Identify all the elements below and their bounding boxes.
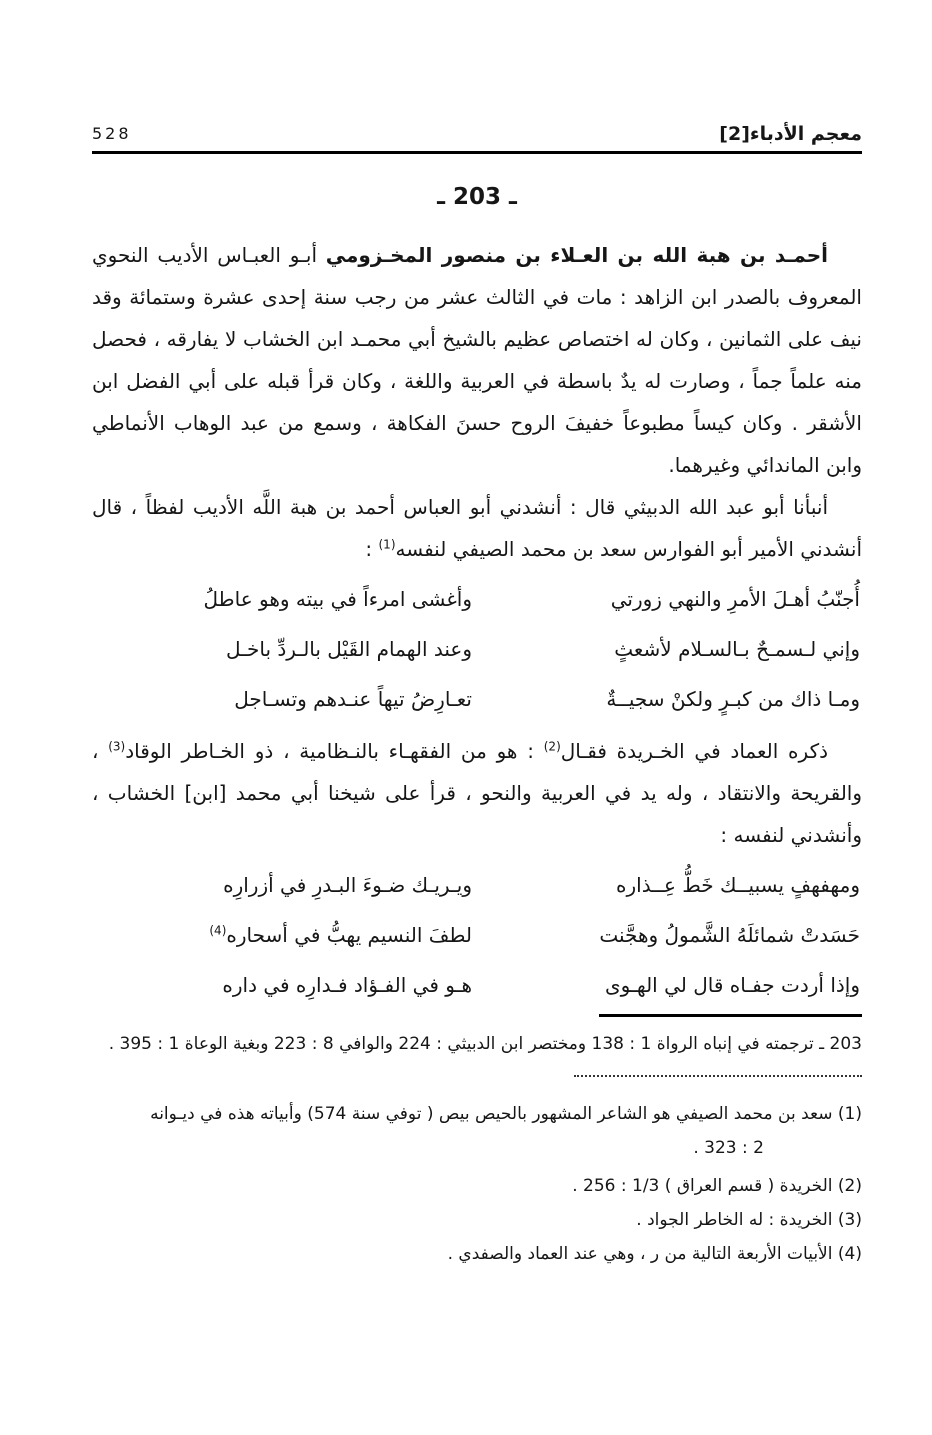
footnote-text: الأبيات الأربعة التالية من ر ، وهي عند العماد والصفدي . (447, 1244, 833, 1264)
footnote-ref-3: (3) (108, 739, 126, 754)
footnote-marker: (2) (837, 1176, 862, 1196)
poem-1-line-3 (94, 674, 860, 724)
footnote-ref-1: (1) (378, 537, 396, 552)
hemistich-left: ويـريـك ضـوءَ البـدرِ في أزرارِه (223, 873, 472, 897)
poem-2-line-3 (94, 960, 860, 1010)
isnad-paragraph (92, 486, 862, 570)
poem-1-line-1 (94, 574, 860, 624)
hemistich-left: هـو في الفـؤاد فـدارِه في داره (222, 973, 472, 997)
isnad-colon: : (365, 537, 379, 561)
footnote-2 (92, 1169, 862, 1203)
hemistich-left: وأغشى امرءاً في بيته وهو عاطلُ (203, 587, 472, 611)
footnote-1-continuation: 2 : 323 . (693, 1138, 764, 1158)
isnad-text: أنبأنا أبو عبد الله الدبيثي قال : أنشدني أبو العباس أحمد بن هبة اللَّه الأديب لفظاً ، قال أنشدني الأمير أبو الفوارس سعد بن محمد الصيفي لنفسه (92, 495, 862, 561)
footnote-text: سعد بن محمد الصيفي هو الشاعر المشهور بالحيص بيص ( توفي سنة 574) وأبياته هذه في ديـوانه (150, 1104, 833, 1124)
hemistich-left (94, 910, 472, 960)
header-rule (92, 151, 862, 154)
hemistich-left-text: لطفَ النسيم يهبُّ في أسحاره (226, 923, 472, 947)
poem-1-line-2 (94, 624, 860, 674)
running-header (92, 122, 862, 146)
footnotes-section (92, 1014, 862, 1271)
page-number: 528 (92, 124, 132, 143)
intro-text: أبـو العبـاس الأديب النحوي المعروف بالصدر ابن الزاهد : مات في الثالث عشر من رجب سنة إحدى عشرة وستمائة وقد نيف على الثمانين ، وكان له اختصاص عظيم بالشيخ أبي محمـد ابن الخشاب لا يفارقه ، فحصل منه علماً جماً ، وصارت له يدٌ باسطة في العربية واللغة ، وكان قرأ قبله على أبي الفضل ابن الأشقر . وكان كيساً مطبوعاً خفيفَ الروح حسنَ الفكاهة ، وسمع من عبد الوهاب الأنماطي وابن الماندائي وغيرهما. (92, 243, 862, 477)
hemistich-right: ومـا ذاك من كبـرٍ ولكنْ سجيــةٌ (606, 687, 860, 711)
hemistich-right: ومهفهفٍ يسبيــك خَطُّ عِــذاره (616, 873, 860, 897)
poem-2 (94, 860, 860, 1010)
hemistich-left: تعـارِضُ تيهاً عنـدهم وتسـاجل (234, 687, 472, 711)
poem-2-line-1 (94, 860, 860, 910)
hemistich-right: أُجنّبُ أهـلَ الأمرِ والنهي زورتي (610, 587, 860, 611)
footnote-text: الخريدة ( قسم العراق ) 1/3 : 256 . (572, 1176, 833, 1196)
footnote-separator-rule (599, 1014, 862, 1017)
dotted-separator (574, 1075, 862, 1077)
imad-segment-2: : هو من الفقهـاء بالنـظامية ، ذو الخـاطر الوقاد (125, 739, 544, 763)
footnote-marker: (3) (837, 1210, 862, 1230)
entry-number-heading (92, 184, 862, 210)
imad-segment-1: ذكره العماد في الخـريدة فقـال (560, 739, 828, 763)
hemistich-left: وعند الهمام القَيْل بالـردِّ باخـل (226, 637, 472, 661)
bibliographic-footnote: 203 ـ ترجمته في إنباه الرواة 1 : 138 ومختصر ابن الدبيثي : 224 والوافي 8 : 223 وبغية الوعاة 1 : 395 . (108, 1034, 862, 1054)
poem-1 (94, 574, 860, 724)
hemistich-right: وإني لـسمـحٌ بـالسـلام لأشعثٍ (614, 637, 860, 661)
hemistich-right: وإذا أردت جفـاه قال لي الهـوى (605, 973, 860, 997)
biography-paragraph-intro (92, 234, 862, 486)
imad-quote-paragraph (92, 730, 862, 856)
book-title: معجم الأدباء[2] (719, 123, 862, 145)
footnote-ref-4: (4) (209, 923, 227, 938)
footnote-4 (92, 1237, 862, 1271)
footnote-marker: (4) (837, 1244, 862, 1264)
entry-number: ـ 203 ـ (437, 184, 517, 210)
poem-2-line-2 (94, 910, 860, 960)
imad-segment-3: ، والقريحة والانتقاد ، وله يد في العربية والنحو ، قرأ على شيخنا أبي محمد [ابن] الخشاب ، وأنشدني لنفسه : (92, 739, 862, 847)
footnote-ref-2: (2) (543, 739, 561, 754)
footnote-text: الخريدة : له الخاطر الجواد . (636, 1210, 833, 1230)
entry-subject-name: أحمـد بن هبة الله بن العـلاء بن منصور المخـزومي (325, 243, 828, 267)
hemistich-right: حَسَدتْ شمائلَهُ الشَّمولُ وهجَّنت (599, 923, 860, 947)
footnote-marker: (1) (837, 1104, 862, 1124)
footnote-3 (92, 1203, 862, 1237)
footnote-1 (92, 1097, 862, 1131)
